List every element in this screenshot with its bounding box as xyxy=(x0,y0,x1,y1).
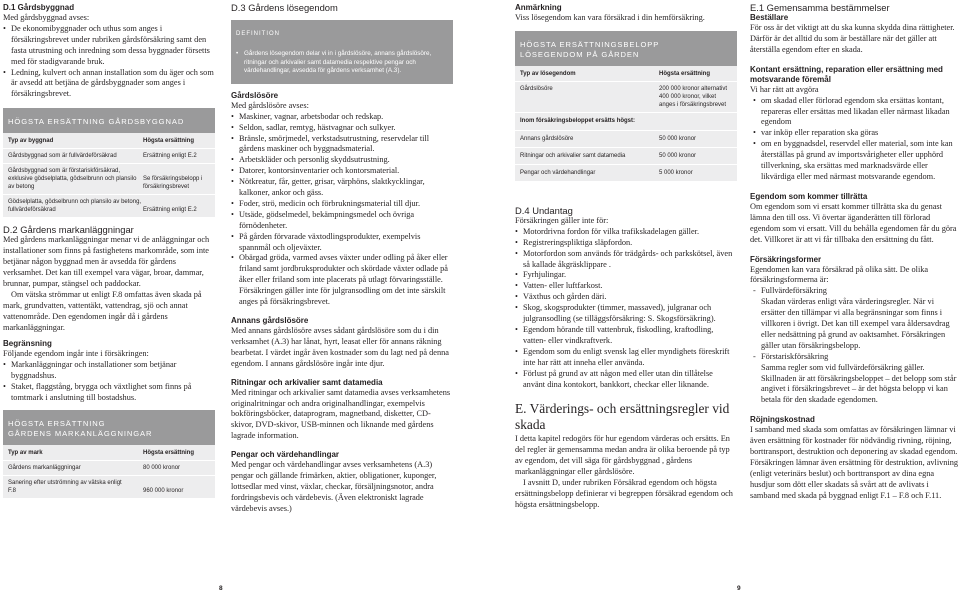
list-item-text: Samma regler som vid fullvärdeförsäkring gäller. Skillnaden är att försäkringsbeloppet – det belopp som står angivet i försäkringsbrevet – är det högsta belopp vi kan betala för den skadade egendomen. xyxy=(761,362,957,405)
table-cell: 50 000 kronor xyxy=(659,152,697,159)
list-item xyxy=(750,352,960,407)
list-item: • Datorer, kontorsinventarier och kontorsmaterial. xyxy=(231,166,453,177)
kontant-bullet-list xyxy=(750,96,960,183)
list-item: • Ledning, kulvert och annan installation som du äger och som är avsedd att betjäna de gårdsbyggnader som anges i försäkringsbrevet. xyxy=(3,68,215,101)
list-item: • På gården förvarade växtodlingsprodukter, exempelvis spannmål och oljeväxter. xyxy=(231,232,453,254)
d4-bullet-list xyxy=(515,227,737,391)
list-item: • Markanläggningar och installationer som betjänar byggnadshus. xyxy=(3,360,215,382)
list-item-title: - Förstariskförsäkring xyxy=(761,351,829,361)
sub-heading-kontant-ersattning: Kontant ersättning, reparation eller ersättning med motsvarande föremål xyxy=(750,64,943,84)
max-amount-box-losegendom xyxy=(515,31,737,66)
list-item-title: - Fullvärdeförsäkring xyxy=(761,286,827,296)
gardslosore-bullet-list xyxy=(231,112,453,308)
d4-intro: Försäkringen gäller inte för: xyxy=(515,215,609,225)
max-compensation-box-gardsbyggnad xyxy=(3,108,215,133)
box-title: GÅRDENS MARKANLÄGGNINGAR xyxy=(8,428,153,438)
sub-heading-pengar: Pengar och värdehandlingar xyxy=(231,450,340,460)
table-row xyxy=(3,163,215,194)
column-header: Högsta ersättning xyxy=(143,449,195,456)
column-header: Typ av byggnad xyxy=(8,138,54,145)
sub-heading-gardslosore: Gårdslösöre xyxy=(231,90,279,100)
list-item: • Staket, flaggstång, brygga och växtlighet som finns på tomtmark i anslutning till bostadshus. xyxy=(3,382,215,404)
sub-heading-egendom-tillratta: Egendom som kommer tillrätta xyxy=(750,191,868,201)
box-title: HÖGSTA ERSÄTTNING GÅRDSBYGGNAD xyxy=(8,117,185,127)
column-header: Högsta ersättning xyxy=(143,138,195,145)
table-cell: Se försäkringsbelopp i försäkringsbrevet xyxy=(143,176,203,191)
definition-title: DEFINITION xyxy=(236,31,280,37)
left-page-column-2 xyxy=(231,0,453,515)
box-title: HÖGSTA ERSÄTTNINGSBELOPP xyxy=(520,39,660,49)
table-header xyxy=(3,133,215,148)
list-item: • Seldon, sadlar, remtyg, hästvagnar och sulkyer. xyxy=(231,123,453,134)
section-heading-d4: D.4 Undantag xyxy=(515,204,573,216)
table-row xyxy=(515,147,737,164)
table-cell: 960 000 kronor xyxy=(143,487,184,494)
table-cell: Ersättning enligt E.2 xyxy=(143,153,197,160)
table-cell: Gårdsbyggnad som är fullvärdeförsäkrad xyxy=(8,153,117,160)
compensation-table-gardsbyggnad xyxy=(3,133,215,217)
anmarkning-text: Viss lösegendom kan vara försäkrad i din hemförsäkring. xyxy=(515,13,705,22)
table-row xyxy=(3,475,215,498)
sub-heading-ritningar: Ritningar och arkivalier samt datamedia xyxy=(231,377,383,387)
begransning-intro: Följande egendom ingår inte i försäkringen: xyxy=(3,349,149,359)
list-item: • Nötkreatur, får, getter, grisar, värphöns, slaktkycklingar, kalkoner, ankor och gäss. xyxy=(231,177,453,199)
table-cell: 5 000 kronor xyxy=(659,169,693,176)
section-heading-e1: E.1 Gemensamma bestämmelser xyxy=(750,2,890,13)
d2-paragraph-2: Om vätska strömmar ut enligt F.8 omfattas även skada på mark, grundvatten, vattentäkt, vattendrag, sjö och annat vattenområde. Den egendomen ingår då i gårdens markanläggningar. xyxy=(3,289,202,332)
list-item: • Arbetskläder och personlig skyddsutrustning. xyxy=(231,155,453,166)
table-row xyxy=(515,130,737,147)
list-item: • Utsäde, gödselmedel, bekämpningsmedel och övriga förnödenheter. xyxy=(231,210,453,232)
table-header xyxy=(3,445,215,460)
page-number-left: 8 xyxy=(219,585,223,592)
begransning-bullet-list xyxy=(3,360,215,404)
list-item: • Växthus och gården däri. xyxy=(515,292,737,303)
table-cell: Ersättning enligt E.2 xyxy=(143,207,197,214)
sub-heading-begransning: Begränsning xyxy=(3,339,52,349)
list-item: • om skadad eller förlorad egendom ska ersättas kontant, repareras eller ersättas med likadan eller närmast likadan egendom xyxy=(750,96,960,129)
column-header: Högsta ersättning xyxy=(659,70,711,77)
table-cell: Gödselplatta, gödselbrunn och plansilo av betong, fullvärdeförsäkrad xyxy=(8,199,142,214)
chapter-heading-e: E. Värderings- och ersättningsregler vid skada xyxy=(515,401,730,432)
table-cell: 200 000 kronor alternativt 400 000 kronor, vilket anges i försäkringsbrevet xyxy=(659,85,728,108)
table-cell: 80 000 kronor xyxy=(143,464,181,471)
pengar-text: Med pengar och värdehandlingar avses verksamhetens (A.3) pengar och gällande frimärken, aktier, obligationer, kuponger, lottsedlar med vinst, växlar, checkar, försäljningsnotor, andra fordringsbevis och värdebevis. (Även elektroniskt lagrade värdebevis avses.) xyxy=(231,460,437,513)
list-item: • Maskiner, vagnar, arbetsbodar och redskap. xyxy=(231,112,453,123)
table-row xyxy=(3,194,215,217)
table-cell: 50 000 kronor xyxy=(659,135,697,142)
egendom-tillratta-text: Om egendom som vi ersatt kommer tillrätta ska du genast lämna den till oss. Vi övertar äganderätten till förlorad egendom som vi ersatt. Vill du behålla egendomen får du göra det. Villkoret är att vi får tillbaka den ersättning du fått. xyxy=(750,201,957,244)
kontant-intro: Vi har rätt att avgöra xyxy=(750,84,819,94)
max-compensation-box-markanlaggningar xyxy=(3,410,215,445)
list-item: • Vatten- eller luftfarkost. xyxy=(515,281,737,292)
section-heading-d3: D.3 Gårdens lösegendom xyxy=(231,2,338,13)
forsakringsformer-list xyxy=(750,286,960,406)
list-item: • var inköp eller reparation ska göras xyxy=(750,128,960,139)
left-page-column-1 xyxy=(3,0,215,498)
table-cell: Annans gårdslösöre xyxy=(520,135,574,142)
right-page-column-1 xyxy=(515,0,737,511)
definition-list xyxy=(236,50,448,76)
section-heading-d2: D.2 Gårdens markanläggningar xyxy=(3,224,134,236)
list-item: • Motorfordon som används för trädgårds- och parkskötsel, även så kallade åkgräsklippare . xyxy=(515,249,737,271)
table-subheading: Inom försäkringsbeloppet ersätts högst: xyxy=(520,117,636,124)
list-item: • Egendom hörande till vattenbruk, fiskodling, kraftodling, vatten- eller vindkraftverk. xyxy=(515,325,737,347)
page-number-right: 9 xyxy=(737,585,741,592)
list-item: • De ekonomibyggnader och uthus som anges i försäkringsbrevet under rubriken gårdsförsäkring samt den fasta utrustning och inredning som dessa byggnader försetts med för stadigvarande bruk. xyxy=(3,24,215,68)
e-paragraph-1: I detta kapitel redogörs för hur egendom värderas och ersätts. En del regler är gemensamma medan andra är olika beroende på typ av egendom, det vill säga för gårdsbyggnad , gårdens markanläggningar eller gårdslösöre. xyxy=(515,434,730,477)
list-item: • Förlust på grund av att någon med eller utan din tillåtelse använt dina kontokort, bankkort, checkar eller liknande. xyxy=(515,369,737,391)
box-title: LÖSEGENDOM PÅ GÅRDEN xyxy=(520,49,640,59)
e-paragraph-2: I avsnitt D, under rubriken Försäkrad egendom och högsta ersättningsbelopp definierar vi begreppen försäkrad egendom och högsta ersättningsbelopp. xyxy=(515,478,733,509)
list-item: • Bränsle, smörjmedel, verkstadsutrustning, reservdelar till gårdens maskiner och byggnadsmaterial. xyxy=(231,134,453,156)
table-row xyxy=(3,148,215,163)
list-item: • Obärgad gröda, varmed avses växter under odling på åker eller friland samt jordbruksprodukter och skördade växter odlade på åker eller friland som inte placerats på utlagt förvaringsställe. Försäkringen gäller inte för julgransodling om det inte särskilt anges på försäkringsbrevet. xyxy=(231,253,453,308)
compensation-table-markanlaggningar xyxy=(3,445,215,498)
table-cell: Gårdslösöre xyxy=(520,85,553,92)
rojningskostnad-text: I samband med skada som omfattas av försäkringen lämnar vi även ersättning för kostnader för nödvändig rivning, röjning, borttransport, destruktion och deponering av skadad egendom. Försäkringen lämnar även ersättning för destruktion, avlivning (enligt veterinärs beslut) och borttransport av dina egna husdjur som dött eller skadats så svårt att de avlivats i samband med skada på byggnad enligt F.1 – F.8 och F.11. xyxy=(750,425,959,500)
table-row xyxy=(515,164,737,181)
gardslosore-intro: Med gårdslösöre avses: xyxy=(231,100,309,110)
forsakringsformer-intro: Egendomen kan vara försäkrad på olika sätt. De olika försäkringsformerna är: xyxy=(750,264,929,285)
compensation-table-losegendom xyxy=(515,66,737,181)
sub-heading-rojningskostnad: Röjningskostnad xyxy=(750,415,815,425)
list-item: • om en byggnadsdel, reservdel eller material, som inte kan återställas på grund av importsvårigheter eller upphörd tillverkning, ska ersättas med marknadsvärde eller likvärdiga eller med närmast motsvarande egendom. xyxy=(750,139,960,183)
list-item: • Registreringspliktiga släpfordon. xyxy=(515,238,737,249)
table-row xyxy=(515,81,737,112)
list-item: • Gårdens lösegendom delar vi in i gårdslösöre, annans gårdslösöre, ritningar och arkivalier samt datamedia respektive pengar och värdehandlingar, avsedda för gårdens verksamhet (A.3). xyxy=(236,50,448,76)
table-header xyxy=(515,66,737,81)
column-header: Typ av mark xyxy=(8,449,43,456)
table-cell: Gårdsbyggnad som är förstariskförsäkrad, exklusive gödselplatta, gödselbrunn och plansilo av betong xyxy=(8,168,137,191)
right-page-column-2 xyxy=(750,0,960,502)
list-item xyxy=(750,286,960,351)
sub-heading-annans-gardslosore: Annans gårdslösöre xyxy=(231,316,309,325)
table-subheading-row xyxy=(515,112,737,130)
section-heading-d1: D.1 Gårdsbyggnad xyxy=(3,3,75,12)
ritningar-text: Med ritningar och arkivalier samt datamedia avses verksamhetens originalritningar och andra originalhandlingar, exempelvis bokföringsböcker, dataprogram, magnetband, disketter, CD-skivor, DVD-skivor, USB-minnen och liknande med gårdens lagrade information. xyxy=(231,387,451,441)
bestallare-text: För oss är det viktigt att du ska kunna skydda dina rättigheter. Därför är det alltid du som är beställare när det gäller att återställa egendom efter en skada. xyxy=(750,23,955,54)
annans-gardslosore-text: Med annans gårdslösöre avses sådant gårdslösöre som du i din verksamhet (A.3) har lånat, hyrt, leasat eller för annans räkning bearbetat. I värdet ingår även kostnader som du lagt ned på denna egendom. I annans gårdslösöre ingår inte djur. xyxy=(231,326,449,368)
d1-bullet-list xyxy=(3,24,215,100)
table-cell: Ritningar och arkivalier samt datamedia xyxy=(520,152,626,159)
sub-heading-forsakringsformer: Försäkringsformer xyxy=(750,254,822,264)
table-row xyxy=(3,460,215,475)
list-item: • Motordrivna fordon för vilka trafikskadelagen gäller. xyxy=(515,227,737,238)
box-title: HÖGSTA ERSÄTTNING xyxy=(8,418,106,428)
list-item: • Egendom som du enligt svensk lag eller myndighets föreskrift inte har rätt att inneha eller använda. xyxy=(515,347,737,369)
table-cell: Pengar och värdehandlingar xyxy=(520,169,596,176)
table-cell: Gårdens markanläggningar xyxy=(8,464,81,471)
definition-box xyxy=(231,20,453,84)
table-cell: Sanering efter utströmning av vätska enligt F.8 xyxy=(8,479,122,494)
list-item: • Fyrhjulingar. xyxy=(515,270,737,281)
anmarkning-heading: Anmärkning xyxy=(515,3,562,12)
list-item: • Skog, skogsprodukter (timmer, massaved), julgranar och julgransodling (se tilläggsförsäkring: S. Skogsförsäkring). xyxy=(515,303,737,325)
sub-heading-bestallare: Beställare xyxy=(750,13,789,22)
list-item-text: Skadan värderas enligt våra värderingsregler. När vi ersätter den tillämpar vi alla begränsningar som finns i villkoren i övrigt. Det kan till exempel vara åldersavdrag eller nedsättning på grund av oaktsamhet. Försäkringen gäller utan försäkringsbelopp. xyxy=(761,297,950,350)
d1-intro: Med gårdsbyggnad avses: xyxy=(3,13,90,22)
list-item: • Foder, strö, medicin och förbrukningsmaterial till djur. xyxy=(231,199,453,210)
column-header: Typ av lösegendom xyxy=(520,70,576,77)
d2-paragraph-1: Med gårdens markanläggningar menar vi de anläggningar och installationer som finns på fastighetens markområde, som inte betjänar någon byggnad men är avsedda för gårdens verksamhet. Det kan till exempel vara vägar, broar, dammar, brunnar, pumpar, stängsel och paddockar. xyxy=(3,235,210,288)
